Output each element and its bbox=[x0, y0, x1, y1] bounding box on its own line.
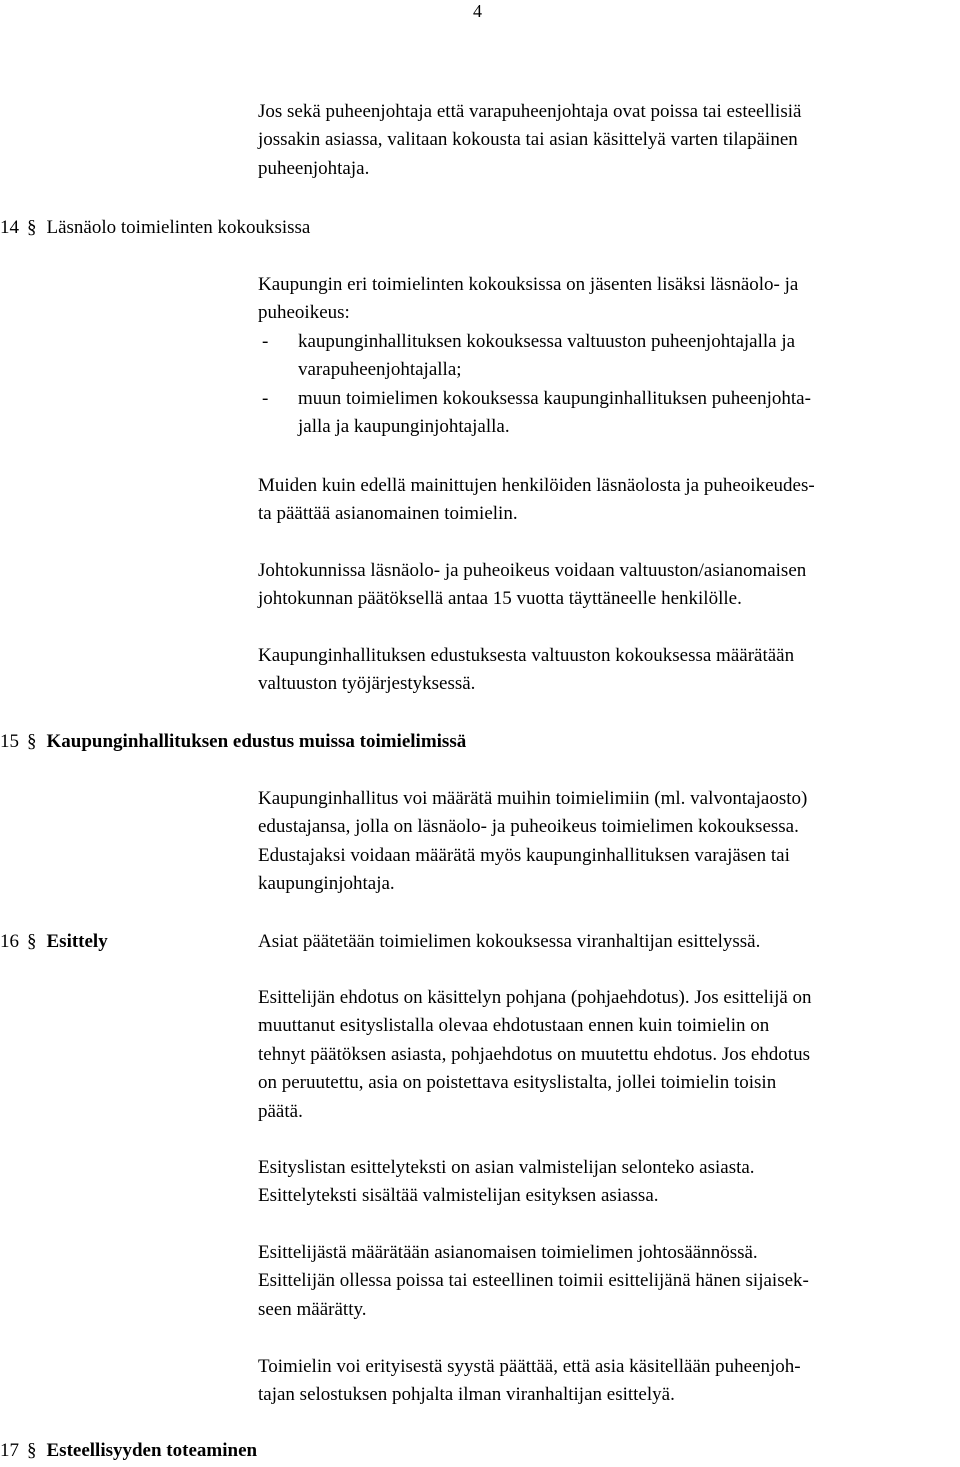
section-number: 14 bbox=[0, 217, 19, 238]
text-line: Esittelijän ehdotus on käsittelyn pohjana (pohjaehdotus). Jos esittelijä on bbox=[258, 987, 812, 1008]
text-line: johtokunnan päätöksellä antaa 15 vuotta täyttäneelle henkilölle. bbox=[258, 588, 742, 610]
text-line: puheenjohtaja. bbox=[258, 157, 370, 179]
text-line: Kaupunginhallitus voi määrätä muihin toimielimiin (ml. valvontajaosto) bbox=[258, 788, 808, 809]
page-number: 4 bbox=[473, 1, 482, 21]
section-title: Esittely bbox=[46, 931, 108, 952]
text-line: edustajansa, jolla on läsnäolo- ja puheoikeus toimielimen kokouksessa. bbox=[258, 816, 799, 838]
section-16-paragraph-3 bbox=[258, 1154, 958, 1211]
section-sign: § bbox=[27, 1440, 37, 1461]
section-14-paragraph-1 bbox=[258, 271, 958, 441]
text-line: valtuuston työjärjestyksessä. bbox=[258, 673, 476, 695]
section-15-heading bbox=[0, 728, 466, 756]
intro-paragraph bbox=[258, 98, 958, 183]
section-title: Läsnäolo toimielinten kokouksissa bbox=[46, 217, 311, 238]
text-line: jossakin asiassa, valitaan kokousta tai asian käsittelyä varten tilapäinen bbox=[258, 129, 798, 151]
section-16-paragraph-1 bbox=[258, 928, 958, 956]
text-line: Edustajaksi voidaan määrätä myös kaupunginhallituksen varajäsen tai bbox=[258, 844, 790, 866]
text-line: Jos sekä puheenjohtaja että varapuheenjohtaja ovat poissa tai esteellisiä bbox=[258, 101, 802, 122]
section-14-paragraph-3 bbox=[258, 557, 958, 614]
text-line: Esittelijän ollessa poissa tai esteellinen toimii esittelijänä hänen sijaisek- bbox=[258, 1270, 809, 1292]
text-line: päätä. bbox=[258, 1100, 303, 1122]
text-line: Esittelijästä määrätään asianomaisen toimielimen johtosäännössä. bbox=[258, 1242, 758, 1263]
text-line: kaupunginjohtaja. bbox=[258, 873, 395, 895]
section-14-paragraph-2 bbox=[258, 472, 958, 529]
text-line: puheoikeus: bbox=[258, 302, 350, 324]
text-line: varapuheenjohtajalla; bbox=[298, 359, 462, 381]
text-line: Johtokunnissa läsnäolo- ja puheoikeus voidaan valtuuston/asianomaisen bbox=[258, 560, 807, 581]
text-line: tajan selostuksen pohjalta ilman viranhaltijan esittelyä. bbox=[258, 1384, 675, 1406]
text-line: Esityslistan esittelyteksti on asian valmistelijan selonteko asiasta. bbox=[258, 1157, 755, 1178]
list-dash: - bbox=[262, 330, 269, 352]
section-16-paragraph-4 bbox=[258, 1239, 958, 1324]
section-number: 16 bbox=[0, 931, 19, 952]
section-16-paragraph-2 bbox=[258, 984, 958, 1126]
list-item bbox=[258, 385, 958, 442]
section-number: 17 bbox=[0, 1440, 19, 1461]
text-line: Kaupunginhallituksen edustuksesta valtuuston kokouksessa määrätään bbox=[258, 645, 795, 666]
text-line: seen määrätty. bbox=[258, 1298, 367, 1320]
section-15-paragraph-1 bbox=[258, 785, 958, 899]
text-line: tehnyt päätöksen asiasta, pohjaehdotus on muutettu ehdotus. Jos ehdotus bbox=[258, 1043, 810, 1065]
section-sign: § bbox=[27, 731, 37, 752]
text-line: kaupunginhallituksen kokouksessa valtuuston puheenjohtajalla ja bbox=[298, 330, 796, 352]
section-17-heading bbox=[0, 1437, 257, 1465]
text-line: ta päättää asianomainen toimielin. bbox=[258, 503, 518, 525]
list-dash: - bbox=[262, 387, 269, 409]
text-line: muuttanut esityslistalla olevaa ehdotustaan ennen kuin toimielin on bbox=[258, 1015, 770, 1037]
text-line: Muiden kuin edellä mainittujen henkilöiden läsnäolosta ja puheoikeudes- bbox=[258, 475, 815, 496]
text-line: Esittelyteksti sisältää valmistelijan esityksen asiassa. bbox=[258, 1185, 659, 1207]
section-sign: § bbox=[27, 217, 37, 238]
section-title: Esteellisyyden toteaminen bbox=[46, 1440, 258, 1461]
text-line: on peruutettu, asia on poistettava esityslistalta, jollei toimielin toisin bbox=[258, 1072, 777, 1094]
text-line: muun toimielimen kokouksessa kaupunginhallituksen puheenjohta- bbox=[298, 387, 811, 409]
section-16-heading bbox=[0, 928, 108, 956]
text-line: Kaupungin eri toimielinten kokouksissa on jäsenten lisäksi läsnäolo- ja bbox=[258, 274, 799, 295]
section-number: 15 bbox=[0, 731, 19, 752]
section-14-paragraph-4 bbox=[258, 642, 958, 699]
text-line: Toimielin voi erityisestä syystä päättää, että asia käsitellään puheenjoh- bbox=[258, 1356, 801, 1377]
list-item bbox=[258, 328, 958, 385]
section-14-heading bbox=[0, 214, 310, 242]
section-title: Kaupunginhallituksen edustus muissa toimielimissä bbox=[46, 731, 467, 752]
section-16-paragraph-5 bbox=[258, 1353, 958, 1410]
text-line: Asiat päätetään toimielimen kokouksessa viranhaltijan esittelyssä. bbox=[258, 931, 761, 952]
text-line: jalla ja kaupunginjohtajalla. bbox=[298, 416, 510, 438]
section-sign: § bbox=[27, 931, 37, 952]
